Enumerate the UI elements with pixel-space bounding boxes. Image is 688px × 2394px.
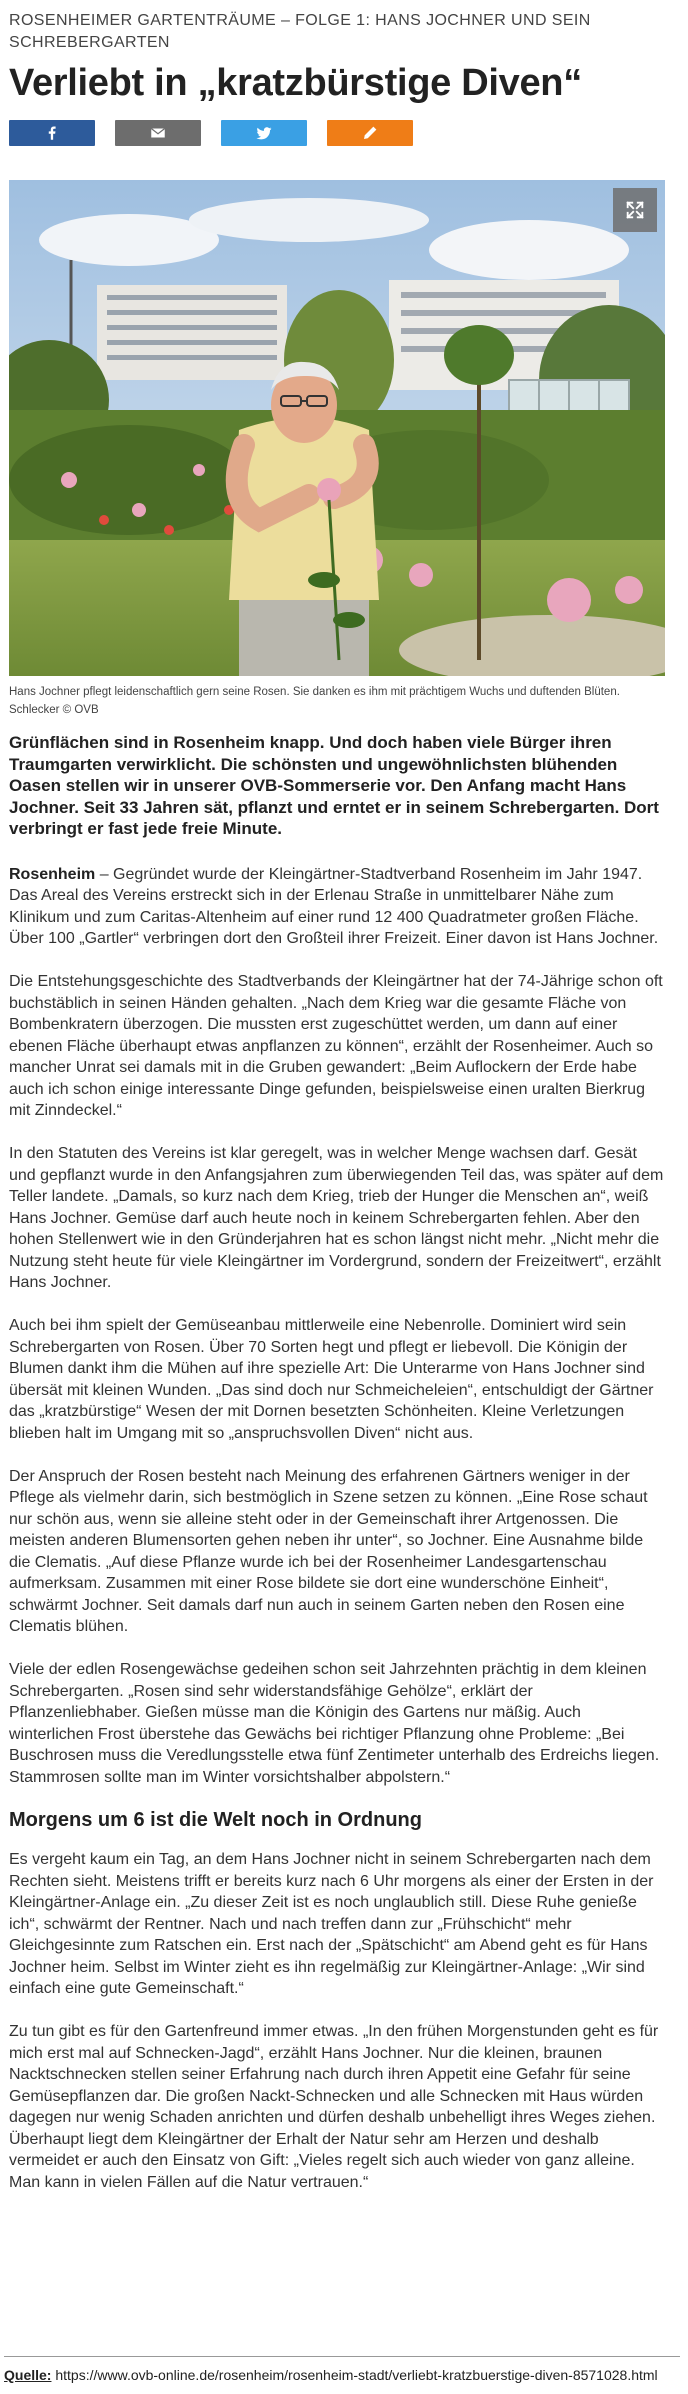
paragraph: Es vergeht kaum ein Tag, an dem Hans Jochner nicht in seinem Schrebergarten nach dem Rechten sieht. Meistens trifft er bereits kurz nach 6 Uhr morgens als einer der Ersten in der Kleingärtner-Anlage ein. „Zu dieser Zeit ist es noch unglaublich still. Diese Ruhe genieße ich“, schwärmt der Rentner. Nach und nach treffen dann zur „Frühschicht“ mehr Gleichgesinnte zum Ratschen ein. Erst nach der „Spätschicht“ am Abend geht es für Hans Jochner heim. Selbst im Winter zieht es ihn regelmäßig zur Kleingärtner-Anlage: „Wir sind einfach eine gute Gemeinschaft.“ xyxy=(9,1851,654,1997)
paragraph: Die Entstehungsgeschichte des Stadtverbands der Kleingärtner hat der 74-Jährige schon oft buchstäblich in seinen Händen gehalten. „Nach dem Krieg war die gesamte Fläche von Bombenkratern überzogen. Die mussten erst zugeschüttet werden, um dann auf einer ebenen Fläche überhaupt etwas anpflanzen zu können“, erzählt der Rosenheimer. Auch so mancher Unrat sei damals mit in die Gruben gewandert: „Beim Auflockern der Erde habe auch ich schon einige interessante Dinge gefunden, beispielsweise einen uralten Bierkrug mit Zinndeckel.“ xyxy=(9,973,663,1119)
article-lead: Grünflächen sind in Rosenheim knapp. Und doch haben viele Bürger ihren Traumgarten verwirklicht. Die schönsten und ungewöhnlichsten blühenden Oasen stellen wir in unserer OVB-Sommerserie vor. Den Anfang macht Hans Jochner. Seit 33 Jahren sät, pflanzt und erntet er in seinem Schrebergarten. Dort verbringt er fast jede freie Minute. xyxy=(9,733,659,838)
source-label: Quelle: xyxy=(4,2367,52,2383)
paragraph: Der Anspruch der Rosen besteht nach Meinung des erfahrenen Gärtners weniger in der Pflege als vielmehr darin, sich bestmöglich in Szene setzen zu können. „Eine Rose schaut nur schön aus, wenn sie alleine steht oder in der Gemeinschaft ihrer Artgenossen. Die meisten anderen Blumensorten gehen neben ihr unter“, so Jochner. Eine Ausnahme bilde die Clematis. „Auf diese Pflanze wurde ich bei der Rosenheimer Landesgartenschau aufmerksam. Zusammen mit einer Rose bildete sie dort eine wunderschöne Einheit“, schwärmt Jochner. Seit damals darf nun auch in seinem Garten neben den Rosen eine Clematis blühen. xyxy=(9,1467,648,1635)
twitter-icon xyxy=(255,124,273,142)
email-share-button[interactable] xyxy=(115,120,201,146)
expand-icon xyxy=(624,199,646,221)
article xyxy=(9,0,665,2215)
share-bar xyxy=(9,120,665,146)
paragraph xyxy=(9,864,665,950)
dateline: Rosenheim xyxy=(9,865,96,883)
article-kicker: ROSENHEIMER GARTENTRÄUME – FOLGE 1: HANS JOCHNER UND SEIN SCHREBERGARTEN xyxy=(9,12,591,51)
section-heading: Morgens um 6 ist die Welt noch in Ordnung xyxy=(9,1808,422,1831)
paragraph: Auch bei ihm spielt der Gemüseanbau mittlerweile eine Nebenrolle. Dominiert wird sein Schrebergarten von Rosen. Über 70 Sorten hegt und pflegt er liebevoll. Die Königin der Blumen dankt ihm die Mühen auf ihre spezielle Art: Die Unterarme von Hans Jochner sind übersät mit kleinen Wunden. „Das sind doch nur Schmeicheleien“, entschuldigt der Gärtner das „kratzbürstige“ Wesen der mit Dornen besetzten Schönheiten. Kleine Verletzungen blieben halt im Umgang mit so „anspruchsvollen Diven“ nicht aus. xyxy=(9,1317,654,1442)
article-photo[interactable] xyxy=(9,180,665,676)
photo-credit: Schlecker © OVB xyxy=(9,704,99,716)
article-headline: Verliebt in „kratzbürstige Diven“ xyxy=(9,62,582,104)
facebook-share-button[interactable] xyxy=(9,120,95,146)
comment-pencil-icon xyxy=(361,124,379,142)
photo-caption: Hans Jochner pflegt leidenschaftlich gern seine Rosen. Sie danken es ihm mit prächtigem Wuchs und duftenden Blüten. xyxy=(9,686,620,698)
twitter-share-button[interactable] xyxy=(221,120,307,146)
article-body xyxy=(9,864,665,2194)
paragraph: In den Statuten des Vereins ist klar geregelt, was in welcher Menge wachsen darf. Gesät und gepflanzt wurde in den Anfangsjahren zum überwiegenden Teil das, was später auf dem Teller landete. „Damals, so kurz nach dem Krieg, trieb der Hunger die Menschen an“, weiß Hans Jochner. Gemüse darf auch heute noch in keinem Schrebergarten fehlen. Aber den hohen Stellenwert wie in den Gründerjahren hat es schon längst nicht mehr. „Nicht mehr die Nutzung steht heute für viele Kleingärtner im Vordergrund, sondern der Freizeitwert“, erzählt Hans Jochner. xyxy=(9,1145,664,1291)
fullscreen-button[interactable] xyxy=(613,188,657,232)
paragraph: Viele der edlen Rosengewächse gedeihen schon seit Jahrzehnten prächtig in dem kleinen Schrebergarten. „Rosen sind sehr widerstandsfähige Gehölze“, erklärt der Pflanzenliebhaber. Gießen müsse man die Königin des Gartens nur mäßig. Auch winterlichen Frost überstehe das Gewächs bei richtiger Pflanzung ohne Probleme: „Bei Buschrosen muss die Veredlungsstelle etwa fünf Zentimeter unterhalb des Erdreichs liegen. Stammrosen sollte man im Winter vorsichtshalber abpolstern.“ xyxy=(9,1661,660,1786)
gardener-with-roses-photo xyxy=(9,180,665,676)
facebook-icon xyxy=(43,124,61,142)
comment-share-button[interactable] xyxy=(327,120,413,146)
paragraph-text: – Gegründet wurde der Kleingärtner-Stadtverband Rosenheim im Jahr 1947. Das Areal des Vereins erstreckt sich in der Erlenau Straße in unmittelbarer Nähe zum Klinikum und zum Caritas-Altenheim auf einer rund 12 400 Quadratmeter großen Fläche. Über 100 „Gartler“ verbringen dort den Großteil ihrer Freizeit. Einer davon ist Hans Jochner. xyxy=(9,865,659,947)
email-icon xyxy=(149,124,167,142)
source-url[interactable]: https://www.ovb-online.de/rosenheim/rosenheim-stadt/verliebt-kratzbuerstige-diven-8571028.html xyxy=(51,2367,658,2383)
paragraph: Zu tun gibt es für den Gartenfreund immer etwas. „In den frühen Morgenstunden geht es für mich erst mal auf Schnecken-Jagd“, erzählt Hans Jochner. Nur die kleinen, braunen Nacktschnecken stellen seiner Erfahrung nach durch ihren Appetit eine Gefahr für seine Gemüsepflanzen dar. Die großen Nackt-Schnecken und alle Schnecken mit Haus würden dagegen nur wenig Schaden anrichten und dürfen deshalb unbehelligt ihres Weges ziehen. Überhaupt liegt dem Kleingärtner der Erhalt der Natur sehr am Herzen und deshalb vermeidet er auch den Einsatz von Gift: „Vieles regelt sich auch wieder von ganz alleine. Man kann in vielen Fällen auf die Natur vertrauen.“ xyxy=(9,2023,659,2191)
source-line xyxy=(4,2356,680,2385)
